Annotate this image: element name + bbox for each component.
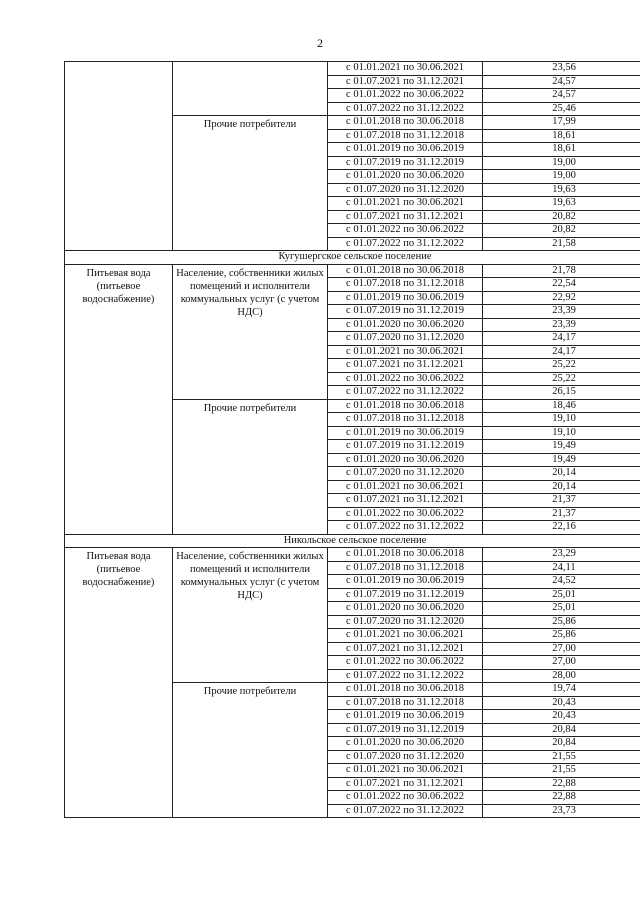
tariff-value-cell: 20,43 (483, 710, 640, 724)
period-cell: с 01.01.2018 по 30.06.2018 (328, 683, 483, 697)
tariff-value-cell: 23,73 (483, 804, 640, 818)
period-cell: с 01.01.2020 по 30.06.2020 (328, 318, 483, 332)
period-cell: с 01.01.2021 по 30.06.2021 (328, 62, 483, 76)
tariff-value-cell: 20,82 (483, 224, 640, 238)
period-cell: с 01.07.2022 по 31.12.2022 (328, 386, 483, 400)
period-cell: с 01.01.2022 по 30.06.2022 (328, 224, 483, 238)
period-cell: с 01.07.2020 по 31.12.2020 (328, 332, 483, 346)
section-title: Кугушергское сельское поселение (65, 251, 640, 265)
consumer-group-cell: Прочие потребители (173, 399, 328, 534)
period-cell: с 01.07.2018 по 31.12.2018 (328, 129, 483, 143)
tariff-value-cell: 23,39 (483, 318, 640, 332)
period-cell: с 01.07.2022 по 31.12.2022 (328, 521, 483, 535)
tariff-value-cell: 19,63 (483, 183, 640, 197)
period-cell: с 01.01.2022 по 30.06.2022 (328, 89, 483, 103)
period-cell: с 01.01.2020 по 30.06.2020 (328, 453, 483, 467)
period-cell: с 01.07.2022 по 31.12.2022 (328, 669, 483, 683)
table-row (65, 62, 640, 76)
tariff-value-cell: 25,86 (483, 615, 640, 629)
tariff-value-cell: 21,58 (483, 237, 640, 251)
period-cell: с 01.07.2021 по 31.12.2021 (328, 777, 483, 791)
period-cell: с 01.07.2020 по 31.12.2020 (328, 615, 483, 629)
consumer-group-cell (173, 62, 328, 116)
table-row (65, 264, 640, 278)
tariff-value-cell: 19,10 (483, 426, 640, 440)
tariff-value-cell: 19,74 (483, 683, 640, 697)
period-cell: с 01.01.2021 по 30.06.2021 (328, 345, 483, 359)
page-number: 2 (317, 36, 323, 50)
tariff-value-cell: 21,55 (483, 750, 640, 764)
tariff-value-cell: 21,78 (483, 264, 640, 278)
tariff-value-cell: 20,14 (483, 467, 640, 481)
tariff-value-cell: 18,46 (483, 399, 640, 413)
tariff-value-cell: 21,37 (483, 494, 640, 508)
tariff-value-cell: 20,14 (483, 480, 640, 494)
consumer-group-cell: Население, собственники жилых помещений и исполнители коммунальных услуг (с учетом НДС) (173, 548, 328, 683)
tariff-value-cell: 19,49 (483, 440, 640, 454)
section-header-row (65, 251, 640, 265)
period-cell: с 01.07.2019 по 31.12.2019 (328, 588, 483, 602)
tariff-value-cell: 25,22 (483, 372, 640, 386)
resource-cell (65, 62, 173, 251)
period-cell: с 01.07.2021 по 31.12.2021 (328, 494, 483, 508)
tariff-value-cell: 24,52 (483, 575, 640, 589)
consumer-group-cell: Прочие потребители (173, 683, 328, 818)
period-cell: с 01.01.2020 по 30.06.2020 (328, 170, 483, 184)
period-cell: с 01.01.2022 по 30.06.2022 (328, 507, 483, 521)
period-cell: с 01.01.2022 по 30.06.2022 (328, 791, 483, 805)
period-cell: с 01.01.2021 по 30.06.2021 (328, 629, 483, 643)
tariff-value-cell: 18,61 (483, 129, 640, 143)
period-cell: с 01.07.2020 по 31.12.2020 (328, 750, 483, 764)
tariff-value-cell: 27,00 (483, 656, 640, 670)
period-cell: с 01.01.2019 по 30.06.2019 (328, 291, 483, 305)
period-cell: с 01.01.2022 по 30.06.2022 (328, 656, 483, 670)
period-cell: с 01.07.2021 по 31.12.2021 (328, 642, 483, 656)
period-cell: с 01.07.2019 по 31.12.2019 (328, 156, 483, 170)
tariff-value-cell: 26,15 (483, 386, 640, 400)
tariff-value-cell: 28,00 (483, 669, 640, 683)
period-cell: с 01.01.2020 по 30.06.2020 (328, 602, 483, 616)
period-cell: с 01.07.2022 по 31.12.2022 (328, 102, 483, 116)
period-cell: с 01.01.2018 по 30.06.2018 (328, 548, 483, 562)
period-cell: с 01.07.2018 по 31.12.2018 (328, 561, 483, 575)
consumer-group-cell: Население, собственники жилых помещений и исполнители коммунальных услуг (с учетом НДС) (173, 264, 328, 399)
tariff-value-cell: 22,54 (483, 278, 640, 292)
period-cell: с 01.07.2022 по 31.12.2022 (328, 804, 483, 818)
period-cell: с 01.07.2018 по 31.12.2018 (328, 278, 483, 292)
tariff-value-cell: 21,55 (483, 764, 640, 778)
table-row (65, 548, 640, 562)
period-cell: с 01.01.2018 по 30.06.2018 (328, 116, 483, 130)
period-cell: с 01.01.2021 по 30.06.2021 (328, 197, 483, 211)
consumer-group-cell: Прочие потребители (173, 116, 328, 251)
tariff-value-cell: 24,57 (483, 75, 640, 89)
period-cell: с 01.07.2020 по 31.12.2020 (328, 467, 483, 481)
tariff-value-cell: 22,92 (483, 291, 640, 305)
tariff-value-cell: 25,86 (483, 629, 640, 643)
tariff-value-cell: 25,01 (483, 602, 640, 616)
section-title: Никольское сельское поселение (65, 534, 640, 548)
period-cell: с 01.01.2019 по 30.06.2019 (328, 143, 483, 157)
period-cell: с 01.01.2019 по 30.06.2019 (328, 575, 483, 589)
period-cell: с 01.01.2021 по 30.06.2021 (328, 480, 483, 494)
tariff-value-cell: 25,46 (483, 102, 640, 116)
tariff-value-cell: 23,56 (483, 62, 640, 76)
tariff-value-cell: 20,82 (483, 210, 640, 224)
tariff-table (64, 61, 640, 818)
period-cell: с 01.07.2021 по 31.12.2021 (328, 75, 483, 89)
period-cell: с 01.01.2018 по 30.06.2018 (328, 399, 483, 413)
tariff-value-cell: 25,01 (483, 588, 640, 602)
section-header-row (65, 534, 640, 548)
tariff-value-cell: 20,43 (483, 696, 640, 710)
period-cell: с 01.01.2019 по 30.06.2019 (328, 426, 483, 440)
period-cell: с 01.01.2020 по 30.06.2020 (328, 737, 483, 751)
tariff-value-cell: 17,99 (483, 116, 640, 130)
period-cell: с 01.07.2020 по 31.12.2020 (328, 183, 483, 197)
tariff-value-cell: 19,63 (483, 197, 640, 211)
period-cell: с 01.07.2019 по 31.12.2019 (328, 723, 483, 737)
tariff-value-cell: 19,00 (483, 156, 640, 170)
tariff-value-cell: 24,17 (483, 345, 640, 359)
tariff-value-cell: 22,88 (483, 791, 640, 805)
period-cell: с 01.07.2021 по 31.12.2021 (328, 359, 483, 373)
tariff-value-cell: 19,10 (483, 413, 640, 427)
tariff-value-cell: 22,88 (483, 777, 640, 791)
tariff-value-cell: 21,37 (483, 507, 640, 521)
period-cell: с 01.07.2022 по 31.12.2022 (328, 237, 483, 251)
tariff-value-cell: 25,22 (483, 359, 640, 373)
period-cell: с 01.01.2018 по 30.06.2018 (328, 264, 483, 278)
period-cell: с 01.01.2019 по 30.06.2019 (328, 710, 483, 724)
tariff-value-cell: 24,11 (483, 561, 640, 575)
period-cell: с 01.01.2021 по 30.06.2021 (328, 764, 483, 778)
tariff-value-cell: 18,61 (483, 143, 640, 157)
period-cell: с 01.01.2022 по 30.06.2022 (328, 372, 483, 386)
tariff-table-body (65, 62, 640, 818)
period-cell: с 01.07.2021 по 31.12.2021 (328, 210, 483, 224)
tariff-value-cell: 20,84 (483, 737, 640, 751)
tariff-value-cell: 22,16 (483, 521, 640, 535)
tariff-value-cell: 27,00 (483, 642, 640, 656)
tariff-value-cell: 19,49 (483, 453, 640, 467)
tariff-value-cell: 20,84 (483, 723, 640, 737)
tariff-value-cell: 19,00 (483, 170, 640, 184)
tariff-value-cell: 23,29 (483, 548, 640, 562)
tariff-value-cell: 24,57 (483, 89, 640, 103)
resource-cell: Питьевая вода (питьевое водоснабжение) (65, 264, 173, 534)
period-cell: с 01.07.2019 по 31.12.2019 (328, 305, 483, 319)
period-cell: с 01.07.2018 по 31.12.2018 (328, 696, 483, 710)
resource-cell: Питьевая вода (питьевое водоснабжение) (65, 548, 173, 818)
tariff-value-cell: 24,17 (483, 332, 640, 346)
tariff-value-cell: 23,39 (483, 305, 640, 319)
period-cell: с 01.07.2019 по 31.12.2019 (328, 440, 483, 454)
period-cell: с 01.07.2018 по 31.12.2018 (328, 413, 483, 427)
